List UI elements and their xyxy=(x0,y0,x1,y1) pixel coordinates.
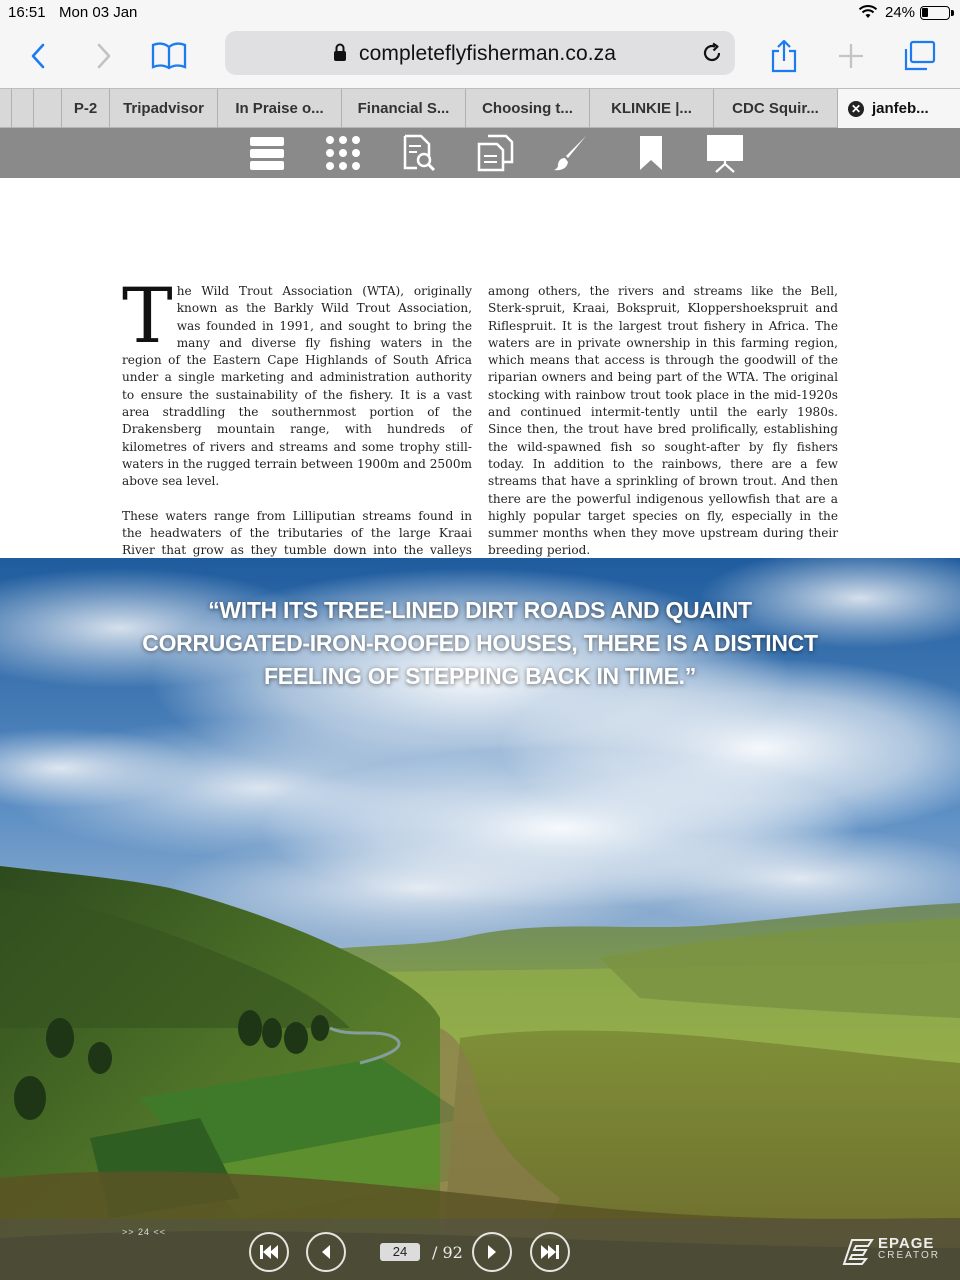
pages-icon[interactable] xyxy=(473,132,517,174)
tab-item[interactable]: In Praise o... xyxy=(218,89,342,128)
chevron-right-icon[interactable] xyxy=(82,34,126,78)
tab-item[interactable] xyxy=(12,89,34,128)
magazine-page xyxy=(0,178,960,1280)
pull-quote-line: “WITH ITS TREE-LINED DIRT ROADS AND QUAINT xyxy=(208,597,752,623)
tabs-icon[interactable] xyxy=(897,34,941,78)
plus-icon[interactable] xyxy=(829,34,873,78)
close-tab-icon[interactable]: ✕ xyxy=(848,101,864,117)
pull-quote-line: CORRUGATED-IRON-ROOFED HOUSES, THERE IS A DISTINCT xyxy=(142,630,818,656)
table-of-contents-icon[interactable] xyxy=(245,132,289,174)
battery-icon xyxy=(920,6,950,20)
next-page-icon[interactable] xyxy=(472,1232,512,1272)
battery-fill xyxy=(922,8,928,17)
reader-toolbar xyxy=(0,128,960,178)
status-time: 16:51 xyxy=(8,4,46,21)
thumbnails-icon[interactable] xyxy=(321,132,365,174)
tab-item[interactable]: CDC Squir... xyxy=(714,89,838,128)
brush-icon[interactable] xyxy=(549,132,593,174)
search-document-icon[interactable] xyxy=(397,132,441,174)
browser-nav-bar xyxy=(0,26,960,88)
tab-item[interactable]: KLINKIE |... xyxy=(590,89,714,128)
tab-item[interactable]: P-2 xyxy=(62,89,110,128)
landscape-photo xyxy=(0,558,960,1280)
chevron-left-icon[interactable] xyxy=(16,34,60,78)
tab-active-label: janfeb... xyxy=(872,100,929,117)
bookmark-icon[interactable] xyxy=(629,132,673,174)
lock-icon xyxy=(333,43,347,67)
open-book-icon[interactable] xyxy=(147,34,191,78)
address-bar[interactable] xyxy=(225,31,735,75)
tab-item[interactable] xyxy=(0,89,12,128)
tab-active[interactable] xyxy=(838,89,960,128)
first-page-icon[interactable] xyxy=(249,1232,289,1272)
page-total: / 92 xyxy=(432,1243,463,1262)
article-column-right xyxy=(488,283,838,560)
article-column-left xyxy=(122,271,472,577)
logo-text: EPAGE xyxy=(878,1235,935,1252)
tab-item[interactable] xyxy=(34,89,62,128)
presentation-icon[interactable] xyxy=(703,132,747,174)
pull-quote-line: FEELING OF STEPPING BACK IN TIME.” xyxy=(264,663,696,689)
tab-strip xyxy=(0,88,960,128)
tab-item[interactable]: Financial S... xyxy=(342,89,466,128)
article-paragraph: These waters range from Lilliputian streams found in the headwaters of the tributaries of the large Kraai River that grow as they tumble down into the valleys xyxy=(122,508,472,558)
viewer-controls xyxy=(0,1219,960,1280)
previous-page-icon[interactable] xyxy=(306,1232,346,1272)
tab-item[interactable]: Tripadvisor xyxy=(110,89,218,128)
share-icon[interactable] xyxy=(762,34,806,78)
battery-percent: 24% xyxy=(885,4,916,21)
url-text: completeflyfisherman.co.za xyxy=(359,42,617,65)
article-paragraph: he Wild Trout Association (WTA), originally known as the Barkly Wild Trout Association, was founded in 1991, and sought to bring the many and diverse fly fishing waters in the region of the Eastern Cape Highlands of South Africa under a single marketing and administration authority to ensure the sustainability of the fishery. It is a vast area straddling the southernmost portion of the Drakensberg mountain range, with hundreds of kilometres of rivers and streams and some trophy still-waters in the rugged terrain between 1900m and 2500m above sea level. xyxy=(122,284,472,489)
wifi-icon xyxy=(858,4,878,24)
pull-quote xyxy=(0,594,960,693)
mini-page-nav[interactable]: >> 24 << xyxy=(122,1227,167,1237)
logo-subtext: CREATOR xyxy=(878,1250,940,1261)
epage-logo-mark xyxy=(842,1236,876,1266)
drop-cap: T xyxy=(122,271,173,360)
tab-item[interactable]: Choosing t... xyxy=(466,89,590,128)
reload-icon[interactable] xyxy=(701,42,723,69)
status-bar xyxy=(0,0,960,26)
last-page-icon[interactable] xyxy=(530,1232,570,1272)
status-date: Mon 03 Jan xyxy=(59,4,138,21)
epage-creator-logo xyxy=(842,1235,947,1267)
page-number-input[interactable]: 24 xyxy=(380,1243,420,1261)
article-paragraph: among others, the rivers and streams like the Bell, Sterk-spruit, Kraai, Bokspruit, Kloppershoekspruit and Riflespruit. It is the largest trout fishery in Africa. The waters are in private ownership in this farming region, which means that access is through the goodwill of the riparian owners and being part of the WTA. The original stocking with rainbow trout took place in the mid-1920s and continued intermit-tently until the early 1980s. Since then, the trout have bred prolifically, establishing the wild-spawned fish so sought-after by fly fishers today. In addition to the rainbows, there are a few streams that have a sprinkling of brown trout. And then there are the powerful indigenous yellowfish that are a highly popular target species on fly, especially in the summer months when they move upstream during their breeding period. xyxy=(488,284,838,558)
